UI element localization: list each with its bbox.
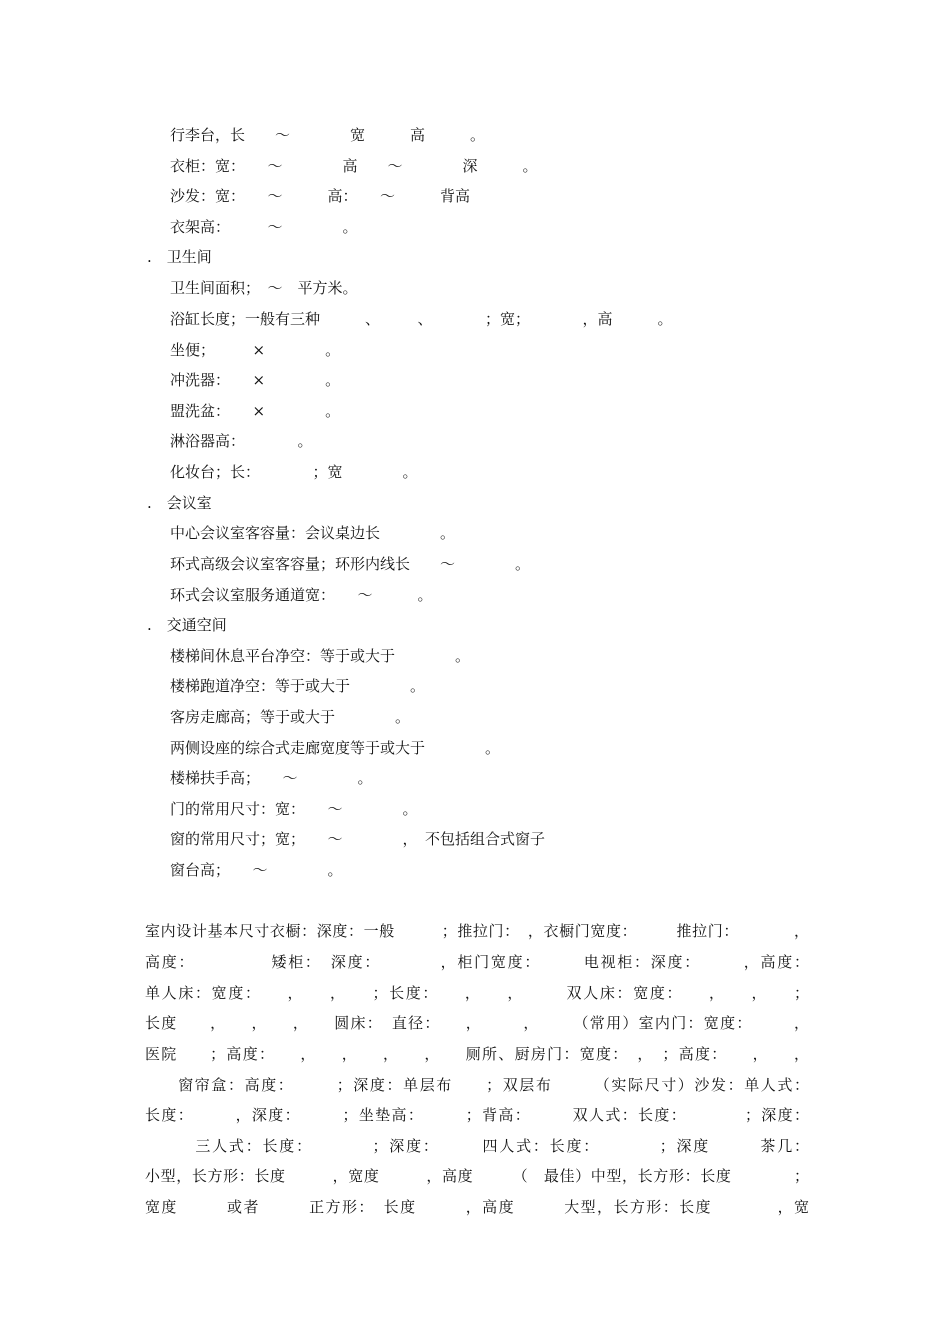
list-item: 环式高级会议室客容量；环形内线长 ～ 。 (170, 555, 531, 573)
section-heading-bathroom: . 卫生间 (147, 248, 212, 266)
list-item: 中心会议室客容量：会议桌边长 。 (170, 524, 456, 542)
list-item: 窗的常用尺寸；宽； ～ ， 不包括组合式窗子 (170, 830, 546, 848)
paragraph-line: 窗帘盒：高度： ；深度：单层布 ；双层布 （实际尺寸）沙发：单人式： (145, 1076, 809, 1094)
list-item: 衣柜：宽： ～ 高 ～ 深 。 (170, 157, 538, 175)
paragraph-line: 小型，长方形：长度 ，宽度 ，高度 （ 最佳）中型，长方形：长度 ； (145, 1167, 809, 1185)
section-heading-meeting-room: . 会议室 (147, 494, 212, 512)
list-item: 沙发：宽： ～ 高： ～ 背高 (170, 187, 471, 205)
list-item: 衣架高： ～ 。 (170, 218, 358, 236)
paragraph-line: 长度： ，深度： ；坐垫高： ；背高： 双人式：长度： ；深度： (145, 1106, 809, 1124)
list-item: 客房走廊高；等于或大于 。 (170, 708, 411, 726)
paragraph-line: 长度 ， ， ， 圆床： 直径： ， ， （常用）室内门：宽度： ， (145, 1014, 809, 1032)
paragraph-line: 三人式：长度： ；深度： 四人式：长度： ；深度 茶几： (145, 1137, 809, 1155)
list-item: 两侧设座的综合式走廊宽度等于或大于 。 (170, 739, 501, 757)
list-item: 浴缸长度；一般有三种 、 、 ；宽； ，高 。 (170, 310, 673, 328)
section-heading-circulation: . 交通空间 (147, 616, 227, 634)
list-item: 坐便； × 。 (170, 341, 341, 359)
paragraph-line: 医院 ；高度： ， ， ， ， 厕所、厨房门：宽度： ， ；高度： ， ， (145, 1045, 809, 1063)
list-item: 门的常用尺寸：宽： ～ 。 (170, 800, 418, 818)
paragraph-line: 室内设计基本尺寸衣橱：深度：一般 ；推拉门： ，衣橱门宽度： 推拉门： ， (145, 922, 809, 940)
list-item: 盟洗盆： × 。 (170, 402, 341, 420)
paragraph-line: 单人床：宽度： ， ， ；长度： ， ， 双人床：宽度： ， ， ； (145, 984, 809, 1002)
list-item: 冲洗器： × 。 (170, 371, 341, 389)
list-item: 行李台，长 ～ 宽 高 。 (170, 126, 486, 144)
paragraph-line: 高度： 矮柜： 深度： ，柜门宽度： 电视柜：深度： ，高度： (145, 953, 809, 971)
list-item: 楼梯跑道净空：等于或大于 。 (170, 677, 426, 695)
list-item: 卫生间面积； ～ 平方米。 (170, 279, 358, 297)
list-item: 楼梯扶手高； ～ 。 (170, 769, 373, 787)
paragraph-line: 宽度 或者 正方形： 长度 ，高度 大型，长方形：长度 ，宽 (145, 1198, 809, 1216)
list-item: 化妆台；长： ；宽 。 (170, 463, 418, 481)
list-item: 环式会议室服务通道宽： ～ 。 (170, 586, 433, 604)
list-item: 窗台高； ～ 。 (170, 861, 343, 879)
list-item: 淋浴器高： 。 (170, 432, 313, 450)
list-item: 楼梯间休息平台净空：等于或大于 。 (170, 647, 471, 665)
